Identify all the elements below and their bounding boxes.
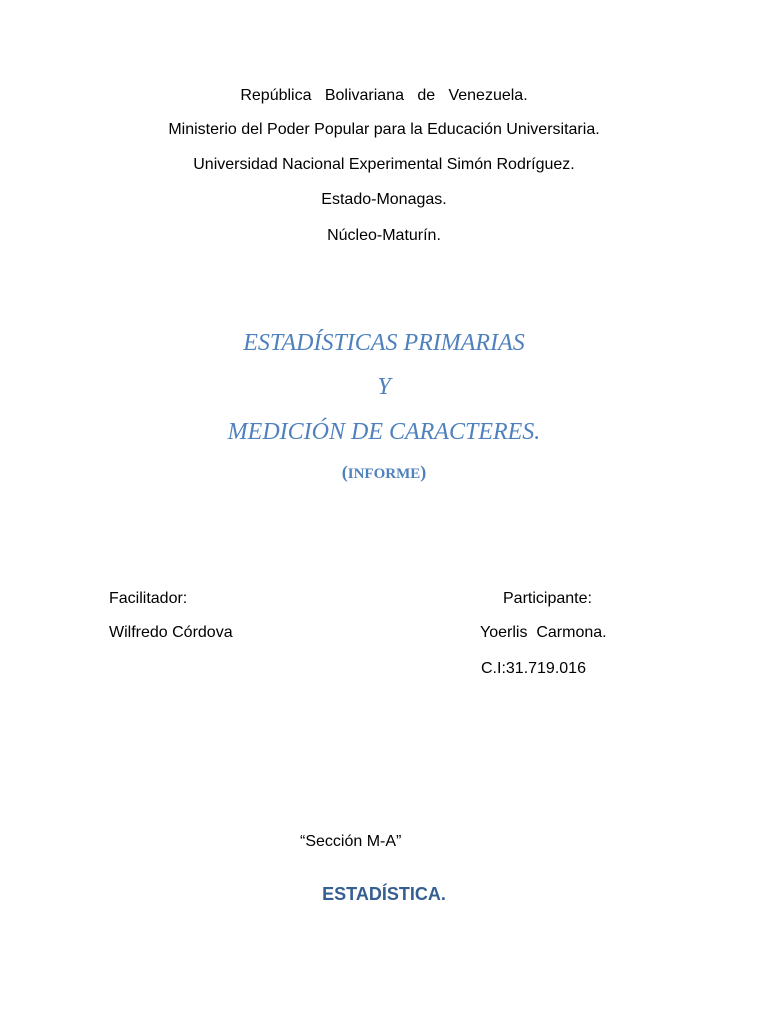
- section-label: “Sección M-A”: [300, 833, 402, 850]
- title-line-1: ESTADÍSTICAS PRIMARIAS: [243, 330, 525, 356]
- title-line-2: Y: [377, 374, 391, 400]
- header-country: República Bolivariana de Venezuela.: [240, 87, 528, 104]
- subtitle-open-paren: (: [341, 462, 348, 482]
- participant-label: Participante:: [503, 590, 592, 607]
- header-university: Universidad Nacional Experimental Simón Rodríguez.: [193, 156, 575, 173]
- facilitator-name: Wilfredo Córdova: [109, 624, 233, 641]
- facilitator-label: Facilitador:: [109, 590, 188, 607]
- header-state: Estado-Monagas.: [321, 191, 447, 208]
- subtitle-text: INFORME: [347, 466, 421, 482]
- subject-title: ESTADÍSTICA.: [322, 884, 446, 904]
- title-line-3: MEDICIÓN DE CARACTERES.: [227, 419, 541, 445]
- report-subtitle: [0, 462, 768, 484]
- header-ministry: Ministerio del Poder Popular para la Educación Universitaria.: [168, 121, 600, 138]
- participant-name: Yoerlis Carmona.: [480, 624, 607, 641]
- subtitle-close-paren: ): [420, 462, 427, 482]
- participant-id: C.I:31.719.016: [481, 660, 586, 677]
- header-nucleus: Núcleo-Maturín.: [327, 227, 441, 244]
